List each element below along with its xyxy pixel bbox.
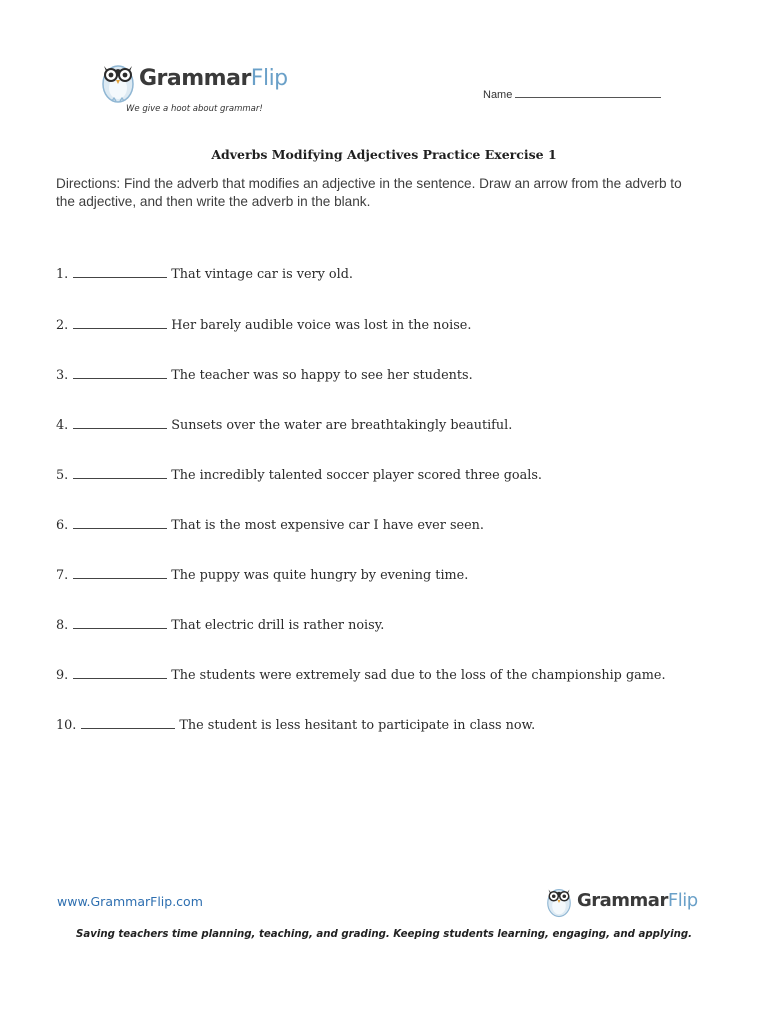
logo-wordmark: GrammarFlip: [139, 66, 288, 91]
answer-blank[interactable]: [73, 666, 167, 679]
question-item: [56, 366, 473, 383]
question-text: That electric drill is rather noisy.: [171, 618, 385, 633]
question-text: The incredibly talented soccer player scored three goals.: [171, 468, 542, 483]
question-item: [56, 265, 353, 282]
question-item: [56, 666, 666, 683]
logo-tagline: We give a hoot about grammar!: [126, 104, 263, 114]
answer-blank[interactable]: [73, 466, 167, 479]
answer-blank[interactable]: [73, 366, 167, 379]
question-number: 6.: [56, 518, 69, 533]
footer-wordmark: GrammarFlip: [577, 890, 698, 911]
question-item: [56, 716, 535, 733]
question-number: 2.: [56, 318, 69, 333]
name-blank-line[interactable]: [515, 87, 661, 98]
question-text: The teacher was so happy to see her students.: [171, 368, 473, 383]
answer-blank[interactable]: [73, 516, 167, 529]
grammarflip-logo: [98, 56, 298, 118]
question-number: 1.: [56, 267, 69, 282]
answer-blank[interactable]: [81, 716, 175, 729]
answer-blank[interactable]: [73, 616, 167, 629]
name-label: Name: [483, 89, 513, 101]
question-item: [56, 316, 471, 333]
question-text: Her barely audible voice was lost in the noise.: [171, 318, 472, 333]
question-item: [56, 466, 542, 483]
question-number: 9.: [56, 668, 69, 683]
question-text: That vintage car is very old.: [171, 267, 353, 282]
worksheet-title: Adverbs Modifying Adjectives Practice Exercise 1: [211, 147, 557, 162]
answer-blank[interactable]: [73, 265, 167, 278]
question-text: That is the most expensive car I have ever seen.: [171, 518, 484, 533]
question-text: The students were extremely sad due to the loss of the championship game.: [171, 668, 666, 683]
question-item: [56, 516, 484, 533]
question-number: 7.: [56, 568, 69, 583]
question-item: [56, 616, 384, 633]
footer-tagline: Saving teachers time planning, teaching, and grading. Keeping students learning, engaging, and applying.: [76, 929, 692, 940]
question-text: The student is less hesitant to participate in class now.: [179, 718, 536, 733]
question-item: [56, 566, 468, 583]
question-item: [56, 416, 512, 433]
question-number: 4.: [56, 418, 69, 433]
question-text: The puppy was quite hungry by evening time.: [171, 568, 469, 583]
question-text: Sunsets over the water are breathtakingly beautiful.: [171, 418, 513, 433]
footer-logo: [544, 881, 704, 921]
website-link[interactable]: www.GrammarFlip.com: [57, 894, 203, 909]
question-number: 8.: [56, 618, 69, 633]
owl-icon: [544, 881, 574, 919]
question-number: 10.: [56, 718, 77, 733]
question-number: 5.: [56, 468, 69, 483]
owl-icon: [98, 56, 138, 104]
question-number: 3.: [56, 368, 69, 383]
answer-blank[interactable]: [73, 316, 167, 329]
directions: Directions: Find the adverb that modifies an adjective in the sentence. Draw an arrow from the adverb to the adjective, and then write the adverb in the blank.: [56, 176, 682, 209]
name-field[interactable]: [483, 87, 661, 101]
answer-blank[interactable]: [73, 416, 167, 429]
answer-blank[interactable]: [73, 566, 167, 579]
